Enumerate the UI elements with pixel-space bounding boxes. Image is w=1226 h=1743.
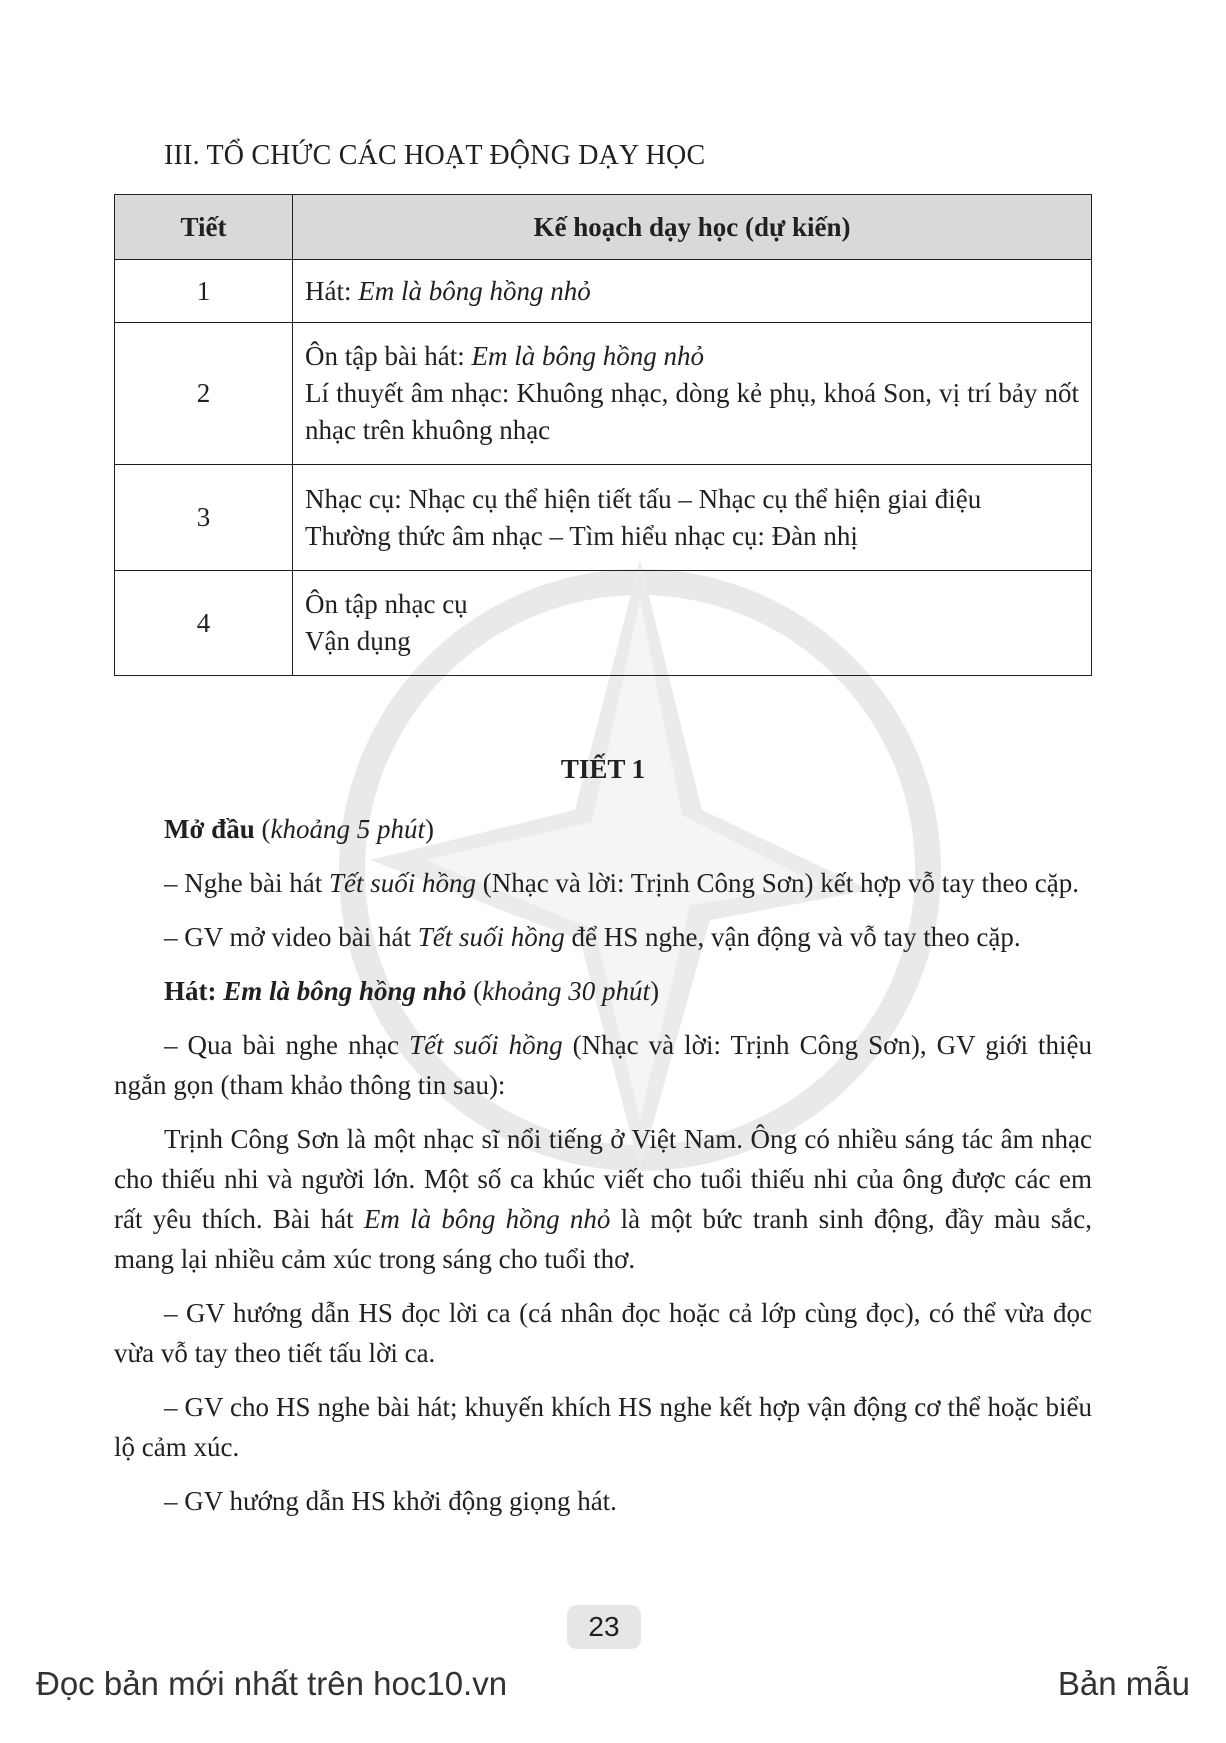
table-header-row xyxy=(115,195,1092,260)
song-title: Tết suối hồng xyxy=(417,922,565,952)
row-number: 1 xyxy=(115,260,293,323)
paren: ( xyxy=(466,976,483,1006)
plan-line xyxy=(305,481,1079,518)
row-number: 4 xyxy=(115,571,293,676)
song-title: Em là bông hồng nhỏ xyxy=(223,976,467,1006)
activity-label: Mở đầu xyxy=(164,814,255,844)
song-title: Em là bông hồng nhỏ xyxy=(363,1204,611,1234)
row-plan xyxy=(293,260,1092,323)
plan-line xyxy=(305,273,1079,310)
paragraph: – GV cho HS nghe bài hát; khuyến khích HS nghe kết hợp vận động cơ thể hoặc biểu lộ cảm xúc. xyxy=(114,1392,1092,1462)
row-number: 3 xyxy=(115,465,293,571)
activity-heading-hat xyxy=(114,971,1092,1011)
activity-time: khoảng 30 phút xyxy=(482,976,651,1006)
paragraph xyxy=(114,917,1092,957)
row-plan xyxy=(293,323,1092,465)
plan-text: Hát: xyxy=(305,275,359,306)
paragraph: – GV hướng dẫn HS khởi động giọng hát. xyxy=(164,1486,617,1516)
plan-text: Thường thức âm nhạc – Tìm hiểu nhạc cụ: Đàn nhị xyxy=(305,520,858,551)
paren: ( xyxy=(254,814,271,844)
lesson-body xyxy=(114,809,1092,1535)
plan-text: Ôn tập bài hát: xyxy=(305,341,472,371)
table-row xyxy=(115,571,1092,676)
text: – Nghe bài hát xyxy=(164,868,329,898)
song-title: Tết suối hồng xyxy=(409,1030,563,1060)
paren: ) xyxy=(650,976,660,1006)
row-plan xyxy=(293,465,1092,571)
paragraph xyxy=(114,863,1092,903)
text: (Nhạc và lời: Trịnh Công Sơn) kết hợp vỗ tay theo cặp. xyxy=(475,868,1079,898)
song-title: Em là bông hồng nhỏ xyxy=(471,341,704,371)
footer-sample-label: Bản mẫu xyxy=(1057,1665,1190,1702)
text: – GV mở video bài hát xyxy=(164,922,418,952)
plan-line xyxy=(305,586,1079,623)
activity-label: Hát: xyxy=(164,976,224,1006)
plan-line xyxy=(305,518,1079,555)
header-plan: Kế hoạch dạy học (dự kiến) xyxy=(293,195,1092,260)
table-row xyxy=(115,465,1092,571)
paren: ) xyxy=(424,814,434,844)
text: để HS nghe, vận động và vỗ tay theo cặp. xyxy=(564,922,1021,952)
table-row xyxy=(115,323,1092,465)
footer-link-text: Đọc bản mới nhất trên hoc10.vn xyxy=(36,1665,508,1702)
row-number: 2 xyxy=(115,323,293,465)
text: là một bức tranh sinh động, đầy màu sắc, mang lại nhiều cảm xúc trong sáng cho tuổi thơ. xyxy=(114,1204,1092,1274)
lesson-heading: TIẾT 1 xyxy=(560,754,646,784)
lesson-plan-table xyxy=(114,194,1092,676)
activity-time: khoảng 5 phút xyxy=(270,814,425,844)
plan-line xyxy=(305,623,1079,660)
plan-text: Ôn tập nhạc cụ xyxy=(305,589,468,619)
table-row xyxy=(115,260,1092,323)
paragraph xyxy=(114,1119,1092,1279)
plan-text: Nhạc cụ: Nhạc cụ thể hiện tiết tấu – Nhạc cụ thể hiện giai điệu xyxy=(305,483,982,514)
text: Trịnh Công Sơn là một nhạc sĩ nổi tiếng ở Việt Nam. Ông có nhiều sáng tác âm nhạc cho thiếu nhi và người lớn. Một số ca khúc viết cho tuổi thiếu nhi của ông được các em rất yêu thích. Bài hát xyxy=(114,1124,1092,1234)
plan-line xyxy=(305,375,1079,449)
header-tiet: Tiết xyxy=(115,195,293,260)
page-number: 23 xyxy=(567,1605,641,1649)
song-title: Em là bông hồng nhỏ xyxy=(358,275,591,306)
text: (Nhạc và lời: Trịnh Công Sơn), GV giới thiệu ngắn gọn (tham khảo thông tin sau): xyxy=(114,1030,1093,1100)
song-title: Tết suối hồng xyxy=(328,868,476,898)
plan-line xyxy=(305,338,1079,375)
plan-text: Lí thuyết âm nhạc: Khuông nhạc, dòng kẻ phụ, khoá Son, vị trí bảy nốt nhạc trên khuông nhạc xyxy=(305,378,1079,445)
section-title: III. TỔ CHỨC CÁC HOẠT ĐỘNG DẠY HỌC xyxy=(164,140,706,171)
paragraph xyxy=(114,1025,1092,1105)
activity-heading-mo-dau xyxy=(114,809,1092,849)
row-plan xyxy=(293,571,1092,676)
plan-text: Vận dụng xyxy=(305,626,411,656)
paragraph: – GV hướng dẫn HS đọc lời ca (cá nhân đọc hoặc cả lớp cùng đọc), có thể vừa đọc vừa vỗ tay theo tiết tấu lời ca. xyxy=(114,1298,1092,1368)
text: – Qua bài nghe nhạc xyxy=(164,1030,410,1060)
